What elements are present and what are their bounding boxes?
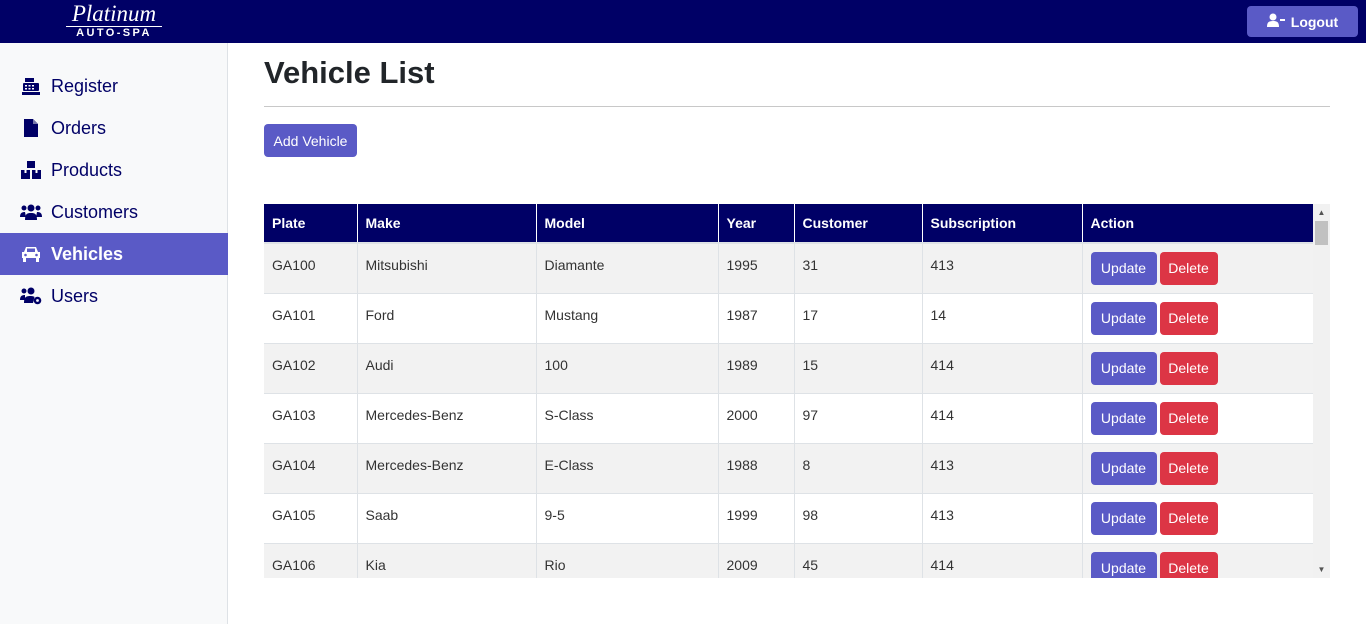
table-cell: 1988 [718, 443, 794, 493]
table-cell: 414 [922, 393, 1082, 443]
sidebar [0, 43, 228, 624]
table-cell: 98 [794, 493, 922, 543]
table-cell: 1995 [718, 243, 794, 293]
table-cell: Mitsubishi [357, 243, 536, 293]
table-header-row [264, 204, 1313, 243]
sidebar-item-orders[interactable] [0, 107, 228, 149]
sidebar-item-users[interactable] [0, 275, 228, 317]
column-header[interactable]: Model [536, 204, 718, 243]
update-button[interactable]: Update [1091, 452, 1157, 485]
sidebar-item-vehicles[interactable] [0, 233, 228, 275]
column-header[interactable]: Subscription [922, 204, 1082, 243]
update-button[interactable]: Update [1091, 352, 1157, 385]
table-cell: Mercedes-Benz [357, 443, 536, 493]
page-title: Vehicle List [264, 55, 435, 90]
user-minus-icon [1267, 13, 1285, 30]
update-button[interactable]: Update [1091, 552, 1157, 579]
scroll-up-arrow-icon[interactable]: ▲ [1317, 208, 1326, 217]
car-icon [20, 244, 42, 264]
delete-button[interactable]: Delete [1160, 452, 1218, 485]
delete-button[interactable]: Delete [1160, 552, 1218, 579]
users-icon [20, 202, 42, 222]
table-cell: 414 [922, 343, 1082, 393]
delete-button[interactable]: Delete [1160, 352, 1218, 385]
column-header[interactable]: Make [357, 204, 536, 243]
table-cell: 9-5 [536, 493, 718, 543]
sidebar-item-label: Users [51, 285, 99, 306]
table-cell: 8 [794, 443, 922, 493]
logout-button[interactable] [1247, 6, 1358, 37]
table-row [264, 493, 1313, 543]
sidebar-item-register[interactable] [0, 65, 228, 107]
column-header: Action [1082, 204, 1313, 243]
table-cell: GA101 [264, 293, 357, 343]
table-cell: Mustang [536, 293, 718, 343]
table-cell: GA100 [264, 243, 357, 293]
action-cell [1082, 343, 1313, 393]
table-row [264, 343, 1313, 393]
vehicle-table [264, 204, 1314, 578]
sidebar-item-label: Customers [51, 201, 139, 222]
table-cell: Ford [357, 293, 536, 343]
delete-button[interactable]: Delete [1160, 402, 1218, 435]
brand-subtitle: AUTO-SPA [66, 26, 162, 39]
table-cell: 2000 [718, 393, 794, 443]
sidebar-item-label: Orders [51, 117, 107, 138]
brand-logo[interactable] [62, 2, 166, 39]
table-cell: 97 [794, 393, 922, 443]
table-cell: Rio [536, 543, 718, 578]
table-cell: 413 [922, 493, 1082, 543]
delete-button[interactable]: Delete [1160, 252, 1218, 285]
update-button[interactable]: Update [1091, 402, 1157, 435]
table-cell: Saab [357, 493, 536, 543]
action-cell [1082, 243, 1313, 293]
vehicle-table-container [264, 204, 1330, 578]
table-cell: 1987 [718, 293, 794, 343]
table-cell: 413 [922, 443, 1082, 493]
action-cell [1082, 393, 1313, 443]
delete-button[interactable]: Delete [1160, 302, 1218, 335]
delete-button[interactable]: Delete [1160, 502, 1218, 535]
scroll-down-arrow-icon[interactable]: ▼ [1317, 565, 1326, 574]
action-cell [1082, 293, 1313, 343]
table-cell: 14 [922, 293, 1082, 343]
sidebar-item-label: Vehicles [51, 243, 124, 264]
table-cell: 17 [794, 293, 922, 343]
table-cell: Mercedes-Benz [357, 393, 536, 443]
table-scrollbar[interactable] [1313, 204, 1330, 578]
table-cell: GA104 [264, 443, 357, 493]
logout-label: Logout [1290, 13, 1339, 30]
table-cell: GA103 [264, 393, 357, 443]
table-row [264, 243, 1313, 293]
table-cell: 31 [794, 243, 922, 293]
table-cell: E-Class [536, 443, 718, 493]
action-cell [1082, 443, 1313, 493]
divider [264, 106, 1330, 107]
table-cell: 1999 [718, 493, 794, 543]
table-cell: 413 [922, 243, 1082, 293]
add-vehicle-button[interactable]: Add Vehicle [264, 124, 357, 157]
update-button[interactable]: Update [1091, 252, 1157, 285]
table-row [264, 293, 1313, 343]
sidebar-item-label: Register [51, 75, 119, 96]
update-button[interactable]: Update [1091, 302, 1157, 335]
sidebar-item-label: Products [51, 159, 123, 180]
table-cell: 414 [922, 543, 1082, 578]
sidebar-item-customers[interactable] [0, 191, 228, 233]
table-cell: S-Class [536, 393, 718, 443]
table-cell: 2009 [718, 543, 794, 578]
table-row [264, 393, 1313, 443]
users-cog-icon [20, 286, 42, 306]
table-cell: 100 [536, 343, 718, 393]
table-cell: 15 [794, 343, 922, 393]
scroll-thumb[interactable] [1315, 221, 1328, 245]
table-cell: 1989 [718, 343, 794, 393]
table-cell: Kia [357, 543, 536, 578]
table-cell: GA106 [264, 543, 357, 578]
column-header[interactable]: Year [718, 204, 794, 243]
column-header[interactable]: Customer [794, 204, 922, 243]
table-cell: GA102 [264, 343, 357, 393]
table-cell: GA105 [264, 493, 357, 543]
table-cell: Diamante [536, 243, 718, 293]
table-row [264, 443, 1313, 493]
brand-name: Platinum [71, 1, 157, 26]
top-navbar [0, 0, 1366, 43]
column-header[interactable]: Plate [264, 204, 357, 243]
action-cell [1082, 493, 1313, 543]
boxes-icon [20, 160, 42, 180]
table-cell: 45 [794, 543, 922, 578]
update-button[interactable]: Update [1091, 502, 1157, 535]
file-icon [20, 118, 42, 138]
table-cell: Audi [357, 343, 536, 393]
table-row [264, 543, 1313, 578]
cash-register-icon [20, 76, 42, 96]
sidebar-item-products[interactable] [0, 149, 228, 191]
action-cell [1082, 543, 1313, 578]
